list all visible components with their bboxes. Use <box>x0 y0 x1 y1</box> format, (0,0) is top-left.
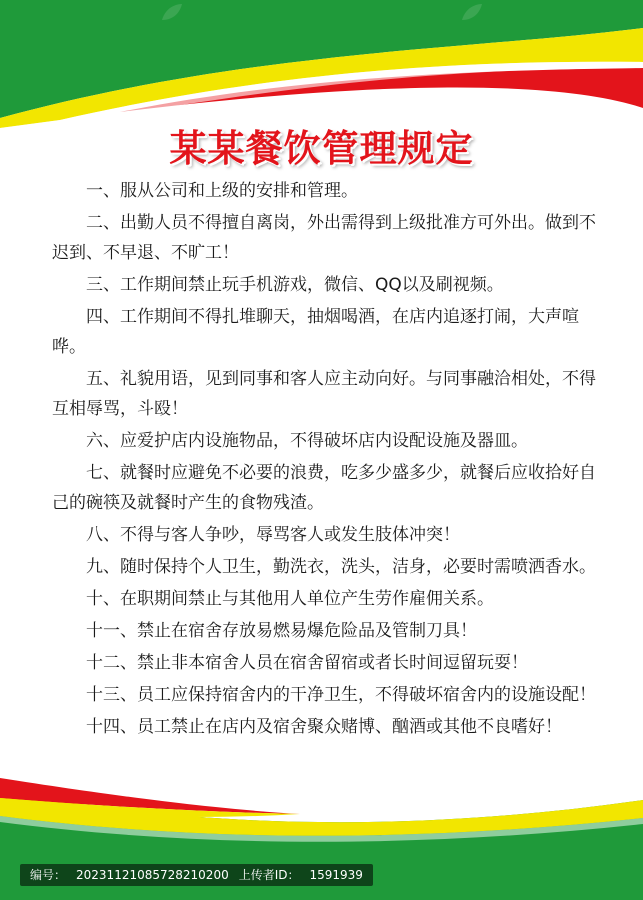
uploader-label: 上传者ID： <box>238 868 300 882</box>
rule-item: 一、服从公司和上级的安排和管理。 <box>86 181 358 201</box>
id-label: 编号： <box>30 868 67 882</box>
image-id-footer <box>20 864 373 886</box>
id-value: 20231121085728210200 <box>76 868 229 882</box>
rule-item: 六、应爱护店内设施物品，不得破坏店内设配设施及器皿。 <box>86 431 528 451</box>
watermark-leaf-icon <box>460 2 484 22</box>
rule-item: 十三、员工应保持宿舍内的干净卫生，不得破坏宿舍内的设施设配！ <box>86 685 596 705</box>
rule-item: 十、在职期间禁止与其他用人单位产生劳作雇佣关系。 <box>86 589 494 609</box>
rule-item: 十二、禁止非本宿舍人员在宿舍留宿或者长时间逗留玩耍！ <box>86 653 528 673</box>
page-title: 某某餐饮管理规定 <box>169 127 474 170</box>
rule-item: 九、随时保持个人卫生，勤洗衣，洗头，洁身，必要时需喷洒香水。 <box>86 557 596 577</box>
rules-list <box>52 176 604 742</box>
rule-item: 十一、禁止在宿舍存放易燃易爆危险品及管制刀具！ <box>86 621 477 641</box>
rule-item: 十四、员工禁止在店内及宿舍聚众赌博、酗酒或其他不良嗜好！ <box>86 717 562 737</box>
rule-item: 五、礼貌用语，见到同事和客人应主动向好。与同事融洽相处，不得互相辱骂，斗殴！ <box>52 369 596 419</box>
rule-item: 二、出勤人员不得擅自离岗，外出需得到上级批准方可外出。做到不迟到、不早退、不旷工！ <box>52 213 596 263</box>
rule-item: 三、工作期间禁止玩手机游戏，微信、QQ以及刷视频。 <box>86 275 504 295</box>
rule-item: 七、就餐时应避免不必要的浪费，吃多少盛多少，就餐后应收拾好自己的碗筷及就餐时产生的食物残渣。 <box>52 463 596 513</box>
rule-item: 八、不得与客人争吵，辱骂客人或发生肢体冲突！ <box>86 525 460 545</box>
watermark-leaf-icon <box>160 2 184 22</box>
uploader-value: 1591939 <box>309 868 363 882</box>
rule-item: 四、工作期间不得扎堆聊天，抽烟喝酒，在店内追逐打闹，大声喧哗。 <box>52 307 579 357</box>
